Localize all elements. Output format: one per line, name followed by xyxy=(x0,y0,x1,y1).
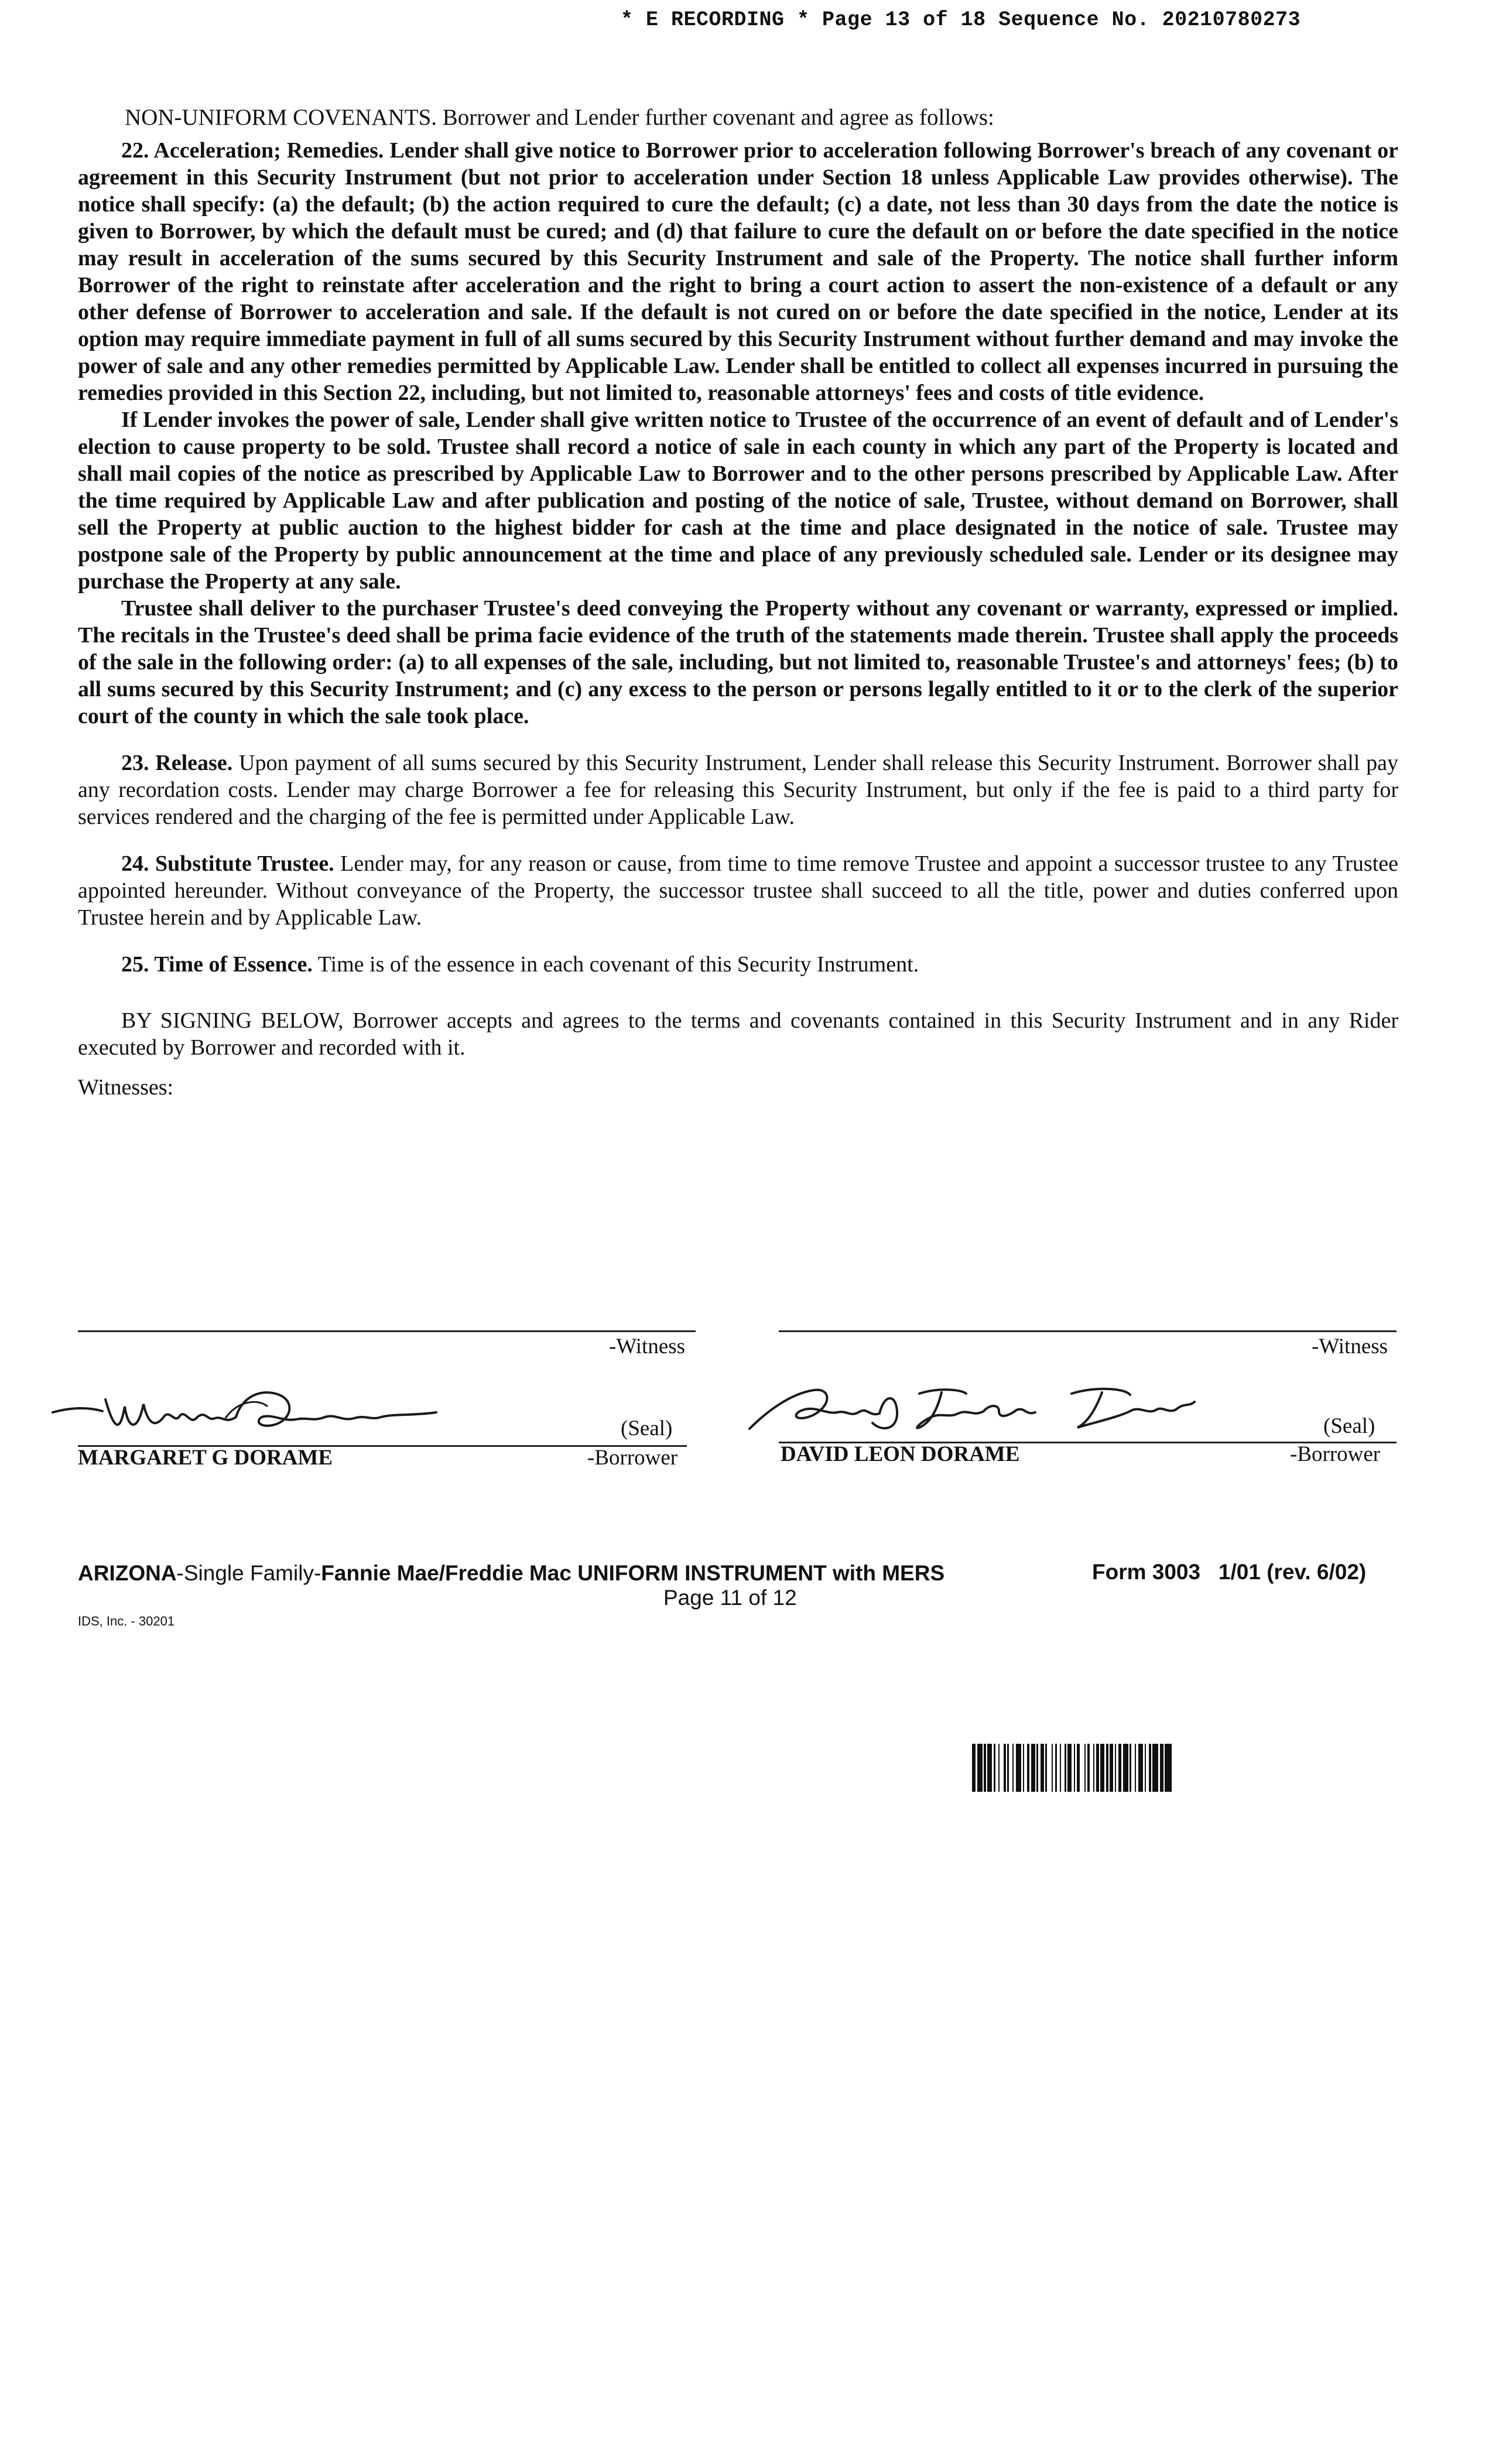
witness-line-left xyxy=(78,1330,696,1332)
footer-instrument: Fannie Mae/Freddie Mac UNIFORM INSTRUMENT with MERS xyxy=(321,1561,945,1585)
section-22-p2: If Lender invokes the power of sale, Lender shall give written notice to Trustee of the occurrence of an event of default and of Lender's election to cause property to be sold. Trustee shall record a notice of sale in each county in which any part of the Property is located and shall mail copies of the notice as prescribed by Applicable Law to Borrower and to the other persons prescribed by Applicable Law. After the time required by Applicable Law and after publication and posting of the notice of sale, Trustee, without demand on Borrower, shall sell the Property at public auction to the highest bidder for cash at the time and place designated in the notice of sale. Trustee may postpone sale of the Property by public announcement at the time and place of any previously scheduled sale. Lender or its designee may purchase the Property at any sale. xyxy=(78,408,1398,594)
section-24-text: Lender may, for any reason or cause, from time to time remove Trustee and appoint a successor trustee to any Trustee appointed hereunder. Without conveyance of the Property, the successor trustee shall succeed to all the title, power and duties conferred upon Trustee herein and by Applicable Law. xyxy=(78,851,1399,930)
borrower-1-name: MARGARET G DORAME xyxy=(78,1446,333,1470)
barcode-bar xyxy=(977,1744,983,1792)
witness-label-right: -Witness xyxy=(1312,1334,1388,1358)
barcode-bar xyxy=(1123,1744,1128,1792)
witness-line-right xyxy=(779,1330,1397,1332)
barcode-bar xyxy=(1100,1744,1104,1792)
section-23 xyxy=(78,750,1398,830)
signing-statement: BY SIGNING BELOW, Borrower accepts and agrees to the terms and covenants contained in this Security Instrument and in any Rider executed by Borrower and recorded with it. xyxy=(78,1008,1398,1060)
footer-form-number: Form 3003 1/01 (rev. 6/02) xyxy=(1092,1560,1367,1584)
barcode-bar xyxy=(987,1744,992,1792)
section-24 xyxy=(78,850,1398,931)
non-uniform-intro: NON-UNIFORM COVENANTS. Borrower and Lender further covenant and agree as follows: xyxy=(125,105,994,130)
barcode-bar xyxy=(1165,1744,1172,1792)
section-22-p1 xyxy=(78,137,1398,406)
borrower-2-seal: (Seal) xyxy=(1323,1414,1375,1438)
barcode-bar xyxy=(1067,1744,1072,1792)
recording-barcode xyxy=(972,1744,1397,1792)
section-25 xyxy=(78,951,1398,978)
borrower-1-signature xyxy=(50,1383,448,1447)
barcode-bar xyxy=(1138,1744,1143,1792)
barcode-bar xyxy=(1031,1744,1035,1792)
section-25-title: 25. Time of Essence. xyxy=(121,952,313,977)
borrower-2-name: DAVID LEON DORAME xyxy=(781,1442,1020,1466)
witness-label-left: -Witness xyxy=(609,1334,686,1358)
footer-ids: IDS, Inc. - 30201 xyxy=(78,1614,175,1628)
borrower-1-seal: (Seal) xyxy=(621,1416,673,1440)
footer-page: Page 11 of 12 xyxy=(663,1586,797,1610)
barcode-bar xyxy=(1047,1744,1052,1792)
recording-header: * E RECORDING * Page 13 of 18 Sequence No. 20210780273 xyxy=(621,8,1301,32)
borrower-2-signature-image xyxy=(744,1376,1200,1440)
section-22-text-1: Lender shall give notice to Borrower prior to acceleration following Borrower's breach of any covenant or agreement in this Security Instrument (but not prior to acceleration under Section 18 unless Applicable Law provides otherwise). The notice shall specify: (a) the default; (b) the action required to cure the default; (c) a date, not less than 30 days from the date the notice is given to Borrower, by which the default must be cured; and (d) that failure to cure the default on or before the date specified in the notice may result in acceleration of the sums secured by this Security Instrument and sale of the Property. The notice shall further inform Borrower of the right to reinstate after acceleration and the right to bring a court action to assert the non-existence of a default or any other defense of Borrower to acceleration and sale. If the default is not cured on or before the date specified in the notice, Lender at its option may require immediate payment in full of all sums secured by this Security Instrument without further demand and may invoke the power of sale and any other remedies permitted by Applicable Law. Lender shall be entitled to collect all expenses incurred in pursuing the remedies provided in this Section 22, including, but not limited to, reasonable attorneys' fees and costs of title evidence. xyxy=(78,138,1399,405)
footer-type: -Single Family- xyxy=(176,1561,321,1585)
section-25-text: Time is of the essence in each covenant of this Security Instrument. xyxy=(317,952,919,977)
barcode-bar xyxy=(1000,1744,1004,1792)
borrower-2-label: -Borrower xyxy=(1290,1442,1381,1466)
borrower-2-signature xyxy=(744,1376,1200,1440)
section-22-p3: Trustee shall deliver to the purchaser Trustee's deed conveying the Property without any covenant or warranty, expressed or implied. The recitals in the Trustee's deed shall be prima facie evidence of the truth of the statements made therein. Trustee shall apply the proceeds of the sale in the following order: (a) to all expenses of the sale, including, but not limited to, reasonable Trustee's and attorneys' fees; (b) to all sums secured by this Security Instrument; and (c) any excess to the person or persons legally entitled to it or to the clerk of the superior court of the county in which the sale took place. xyxy=(78,596,1398,728)
borrower-1-label: -Borrower xyxy=(587,1446,678,1470)
borrower-1-signature-image xyxy=(50,1383,448,1447)
barcode-bar xyxy=(1152,1744,1158,1792)
covenants-body xyxy=(78,104,1398,1101)
section-24-title: 24. Substitute Trustee. xyxy=(121,851,334,876)
barcode-bar xyxy=(1080,1744,1084,1792)
section-22-title: 22. Acceleration; Remedies. xyxy=(121,138,384,163)
section-23-title: 23. Release. xyxy=(121,751,233,775)
section-23-text: Upon payment of all sums secured by this Security Instrument, Lender shall release this Security Instrument. Borrower shall pay any recordation costs. Lender may charge Borrower a fee for releasing this Security Instrument, but only if the fee is paid to a third party for services rendered and the charging of the fee is permitted under Applicable Law. xyxy=(78,751,1399,829)
footer-state: ARIZONA xyxy=(78,1561,177,1585)
section-22 xyxy=(78,137,1398,730)
witnesses-label: Witnesses: xyxy=(78,1075,174,1100)
barcode-bar xyxy=(1016,1744,1021,1792)
